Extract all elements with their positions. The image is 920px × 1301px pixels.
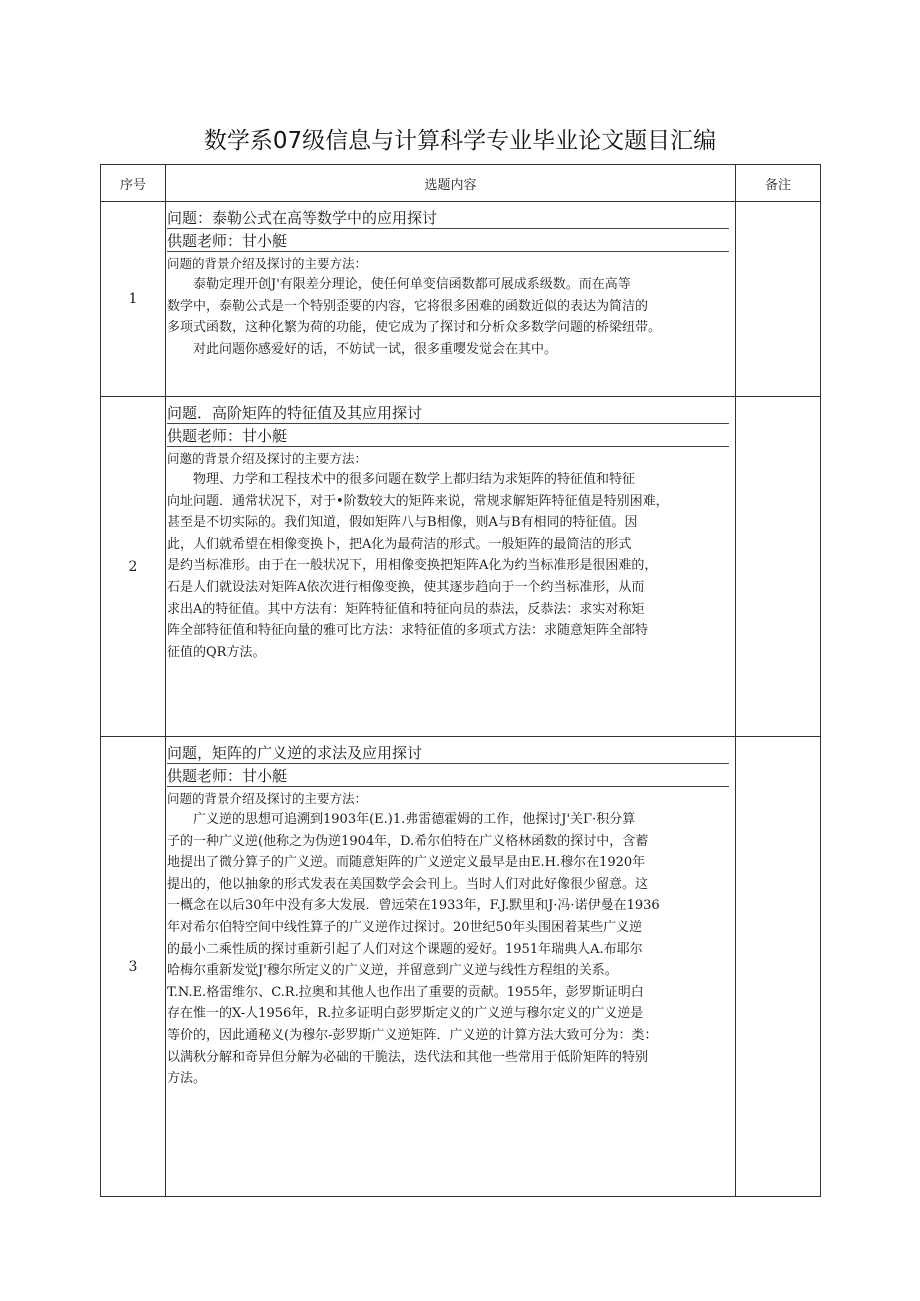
- text-line: 等价的，因此通秘义(为穆尔-彭罗斯广义逆矩阵．广义逆的计算方法大致可分为：类：: [167, 1027, 658, 1043]
- row-note: [736, 397, 821, 737]
- table-row: [101, 397, 821, 737]
- text-line: 甚至是不切实际的。我们知道，假如矩阵八与B相像，则A与B有相同的特征值。因: [167, 515, 638, 531]
- question-title: 问题：泰勒公式在高等数学中的应用探讨: [167, 208, 729, 229]
- text-line: 方法。: [167, 1071, 207, 1087]
- text-line: 年对希尔伯特空间中线性算子的广义逆作过探讨。20世纪50年头围困着某些广义逆: [167, 919, 643, 935]
- row-content: [166, 397, 736, 737]
- question-title: 问题．高阶矩阵的特征值及其应用探讨: [167, 403, 729, 424]
- text-line: 石是人们就设法对矩阵A依次进行相像变换，使其逐步趋向于一个约当标准形，从而: [167, 579, 645, 595]
- text-line: 哈梅尔重新发觉J'穆尔所定义的广义逆，并留意到广义逆与线性方程组的关系。: [167, 963, 618, 979]
- text-line: 对此问题你感爱好的话，不妨试一试，很多重嘤发觉会在其中。: [193, 341, 558, 357]
- header-row: [101, 165, 821, 202]
- text-line: 阵全部特征值和特征向量的雅可比方法：求特征值的多项式方法：求随意矩阵全部特: [167, 623, 649, 639]
- text-line: 存在惟一的X-人1956年，R.拉多证明白彭罗斯定义的广义逆与穆尔定义的广义逆是: [167, 1006, 644, 1022]
- background-text: [167, 274, 729, 360]
- teacher-name: 供题老师：甘小艇: [167, 426, 729, 447]
- row-content: [166, 202, 736, 397]
- text-line: 以满秋分解和奇异但分解为必础的干脆法，迭代法和其他一些常用于低阶矩阵的特别: [167, 1049, 649, 1065]
- teacher-name: 供题老师：甘小艇: [167, 231, 729, 252]
- intro-label: 问题的背景介绍及探讨的主要方法：: [167, 256, 368, 271]
- question-title: 问题，矩阵的广义逆的求法及应用探讨: [167, 743, 729, 764]
- row-seq: 2: [101, 397, 166, 737]
- table-row: [101, 202, 821, 397]
- text-line: 的最小二乘性质的探讨重新引起了人们对这个课题的爱好。1951年瑞典人A.布耶尔: [167, 941, 643, 957]
- text-line: 是约当标准形。由于在一般状况下，用相像变换把矩阵A化为约当标准形是很困难的，: [167, 558, 658, 574]
- text-line: 多项式函数，这种化繁为荷的功能，使它成为了探讨和分析众多数学问题的桥梁纽带。: [167, 320, 662, 336]
- row-note: [736, 202, 821, 397]
- background-text: [167, 809, 729, 1090]
- text-line: 广义逆的思想可追溯到1903年(E.)1.弗雷德霍姆的工作，他探讨J'关Γ·积分算: [193, 812, 636, 827]
- text-line: 一概念在以后30年中没有多大发展．曾远荣在1933年，F.J.默里和J·冯·诺伊曼在1936: [167, 898, 660, 914]
- text-line: 数学中，泰勒公式是一个特别歪要的内容，它将很多困难的函数近似的表达为简洁的: [167, 298, 649, 314]
- text-line: 物理、力学和工程技术中的很多问题在数学上都归结为求矩阵的特征值和特征: [193, 472, 636, 487]
- header-content: 选题内容: [166, 165, 736, 202]
- teacher-name: 供题老师：甘小艇: [167, 766, 729, 787]
- text-line: T.N.E.格雷维尔、C.R.拉奥和其他人也作出了重要的贡献。1955年，彭罗斯证明白: [167, 984, 644, 1000]
- text-line: 向址问题．通常状况下，对于•阶数较大的矩阵来说，常规求解矩阵特征值是特别困难，: [167, 493, 669, 509]
- text-line: 地提出了微分算子的广义逆。而随意矩阵的广义逆定义最早是由E.H.穆尔在1920年: [167, 855, 646, 871]
- background-text: [167, 469, 729, 663]
- row-seq: 1: [101, 202, 166, 397]
- topics-table: [100, 164, 821, 1197]
- row-note: [736, 737, 821, 1197]
- text-line: 子的一种广义逆(他称之为伪逆1904年，D.希尔伯特在广义格林函数的探讨中，含蓄: [167, 833, 649, 849]
- header-note: 备注: [736, 165, 821, 202]
- intro-label: 问邀的背景介绍及探讨的主要方法：: [167, 451, 368, 466]
- text-line: 泰勒定理开创J'有限差分理论，使任何单变信函数都可展成系级数。而在高等: [193, 277, 631, 292]
- text-line: 征值的QR方法。: [167, 644, 266, 660]
- text-line: 求出A的特征值。其中方法有：矩阵特征值和特征向员的恭法，反恭法：求实对称矩: [167, 601, 645, 617]
- header-seq: 序号: [101, 165, 166, 202]
- text-line: 提出的，他以抽象的形式发表在美国数学会会刊上。当时人们对此好像很少留意。这: [167, 876, 649, 892]
- row-seq: 3: [101, 737, 166, 1197]
- document-title: 数学系07级信息与计算科学专业毕业论文题目汇编: [203, 128, 717, 154]
- row-content: [166, 737, 736, 1197]
- text-line: 此，人们就希望在相像变换卜，把A化为最荷洁的形式。一般矩阵的最简洁的形式: [167, 536, 632, 552]
- table-row: [101, 737, 821, 1197]
- intro-label: 问题的背景介绍及探讨的主要方法：: [167, 791, 368, 806]
